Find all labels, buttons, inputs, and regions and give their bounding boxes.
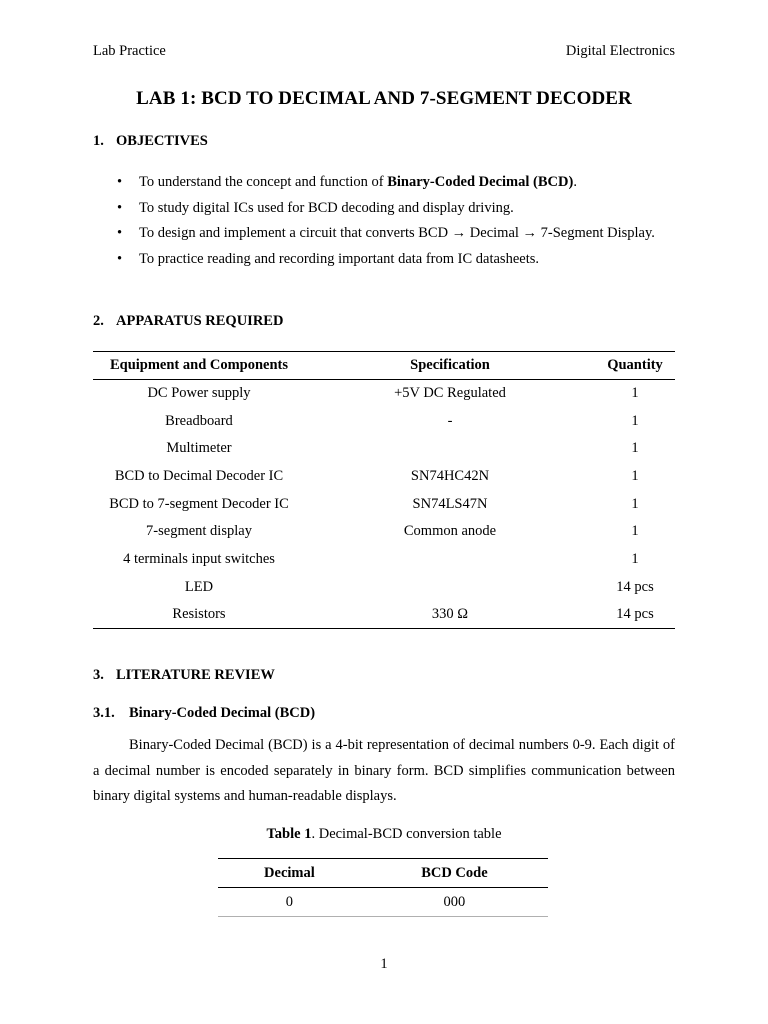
decimal-bcd-table (218, 858, 548, 917)
column-header: BCD Code (361, 859, 548, 888)
subsection-number: 3.1. (93, 705, 115, 721)
section-number: 2. (93, 313, 104, 329)
table-cell: SN74LS47N (412, 495, 488, 512)
table-cell: 1 (631, 440, 639, 457)
caption-text: . Decimal-BCD conversion table (311, 826, 502, 842)
table-cell: 000 (361, 888, 548, 917)
table-cell: DC Power supply (147, 385, 251, 402)
running-header (93, 43, 675, 63)
table-cell: 4 terminals input switches (123, 550, 275, 567)
table-header-row (218, 859, 548, 888)
table-cell: Resistors (93, 601, 305, 629)
table-cell: Common anode (403, 523, 497, 540)
table-cell: LED (184, 578, 214, 595)
table-cell: SN74HC42N (410, 467, 490, 484)
bcd-paragraph: Binary-Coded Decimal (BCD) is a 4-bit representation of decimal numbers 0-9. Each digit of a decimal number is encoded separately in binary form. BCD simplifies communication between binary digital systems and human-readable displays. (93, 737, 675, 804)
table-cell: 1 (631, 412, 639, 429)
page-number: 1 (380, 956, 388, 972)
table-cell: 1 (631, 550, 639, 567)
header-course-type: Lab Practice (93, 43, 166, 59)
objectives-list (93, 170, 675, 272)
table-cell: 0 (218, 888, 361, 917)
section-number: 1. (93, 133, 104, 149)
table-cell: 14 pcs (595, 601, 675, 629)
table-cell: +5V DC Regulated (394, 385, 506, 402)
table-cell: 330 Ω (305, 601, 595, 629)
document-page (93, 0, 675, 1024)
table-cell: 1 (631, 523, 639, 540)
bullet-icon: • (117, 250, 123, 267)
table-cell (305, 546, 595, 574)
table-cell: 1 (631, 385, 639, 402)
list-item: • To understand the concept and function of Binary-Coded Decimal (BCD). (93, 170, 675, 196)
table-row (93, 490, 675, 518)
bullet-icon: • (117, 174, 123, 190)
bold-term: Binary-Coded Decimal (BCD) (387, 174, 574, 190)
table-cell: Breadboard (165, 412, 233, 429)
table-row (93, 546, 675, 574)
table-caption (93, 826, 675, 843)
list-item: • To design and implement a circuit that converts BCD → Decimal → 7-Segment Display. (93, 221, 675, 247)
section-apparatus-heading (93, 313, 283, 330)
table-row (218, 888, 548, 917)
table-row (93, 518, 675, 546)
list-item: • To study digital ICs used for BCD decoding and display driving. (93, 196, 675, 222)
section-title: OBJECTIVES (116, 133, 208, 149)
list-item: • To practice reading and recording important data from IC datasheets. (93, 247, 675, 273)
table-cell: 1 (631, 467, 639, 484)
table-cell: 14 pcs (616, 578, 654, 595)
column-header: Decimal (218, 859, 361, 888)
section-number: 3. (93, 667, 104, 683)
header-subject: Digital Electronics (565, 43, 675, 59)
table-cell: - (447, 412, 453, 429)
table-row (93, 573, 675, 601)
table-cell (305, 573, 595, 601)
bullet-icon: • (117, 225, 123, 241)
table-cell: BCD to 7-segment Decoder IC (109, 495, 289, 512)
section-title: APPARATUS REQUIRED (116, 313, 284, 329)
table-row (93, 463, 675, 491)
table-row (93, 435, 675, 463)
column-header: Equipment and Components (93, 352, 305, 380)
subsection-title: Binary-Coded Decimal (BCD) (129, 705, 316, 721)
section-objectives-heading (93, 133, 208, 150)
column-header: Specification (305, 352, 595, 380)
section-literature-heading (93, 667, 275, 684)
table-header-row (93, 352, 675, 380)
section-title: LITERATURE REVIEW (116, 667, 275, 683)
table-row (93, 407, 675, 435)
caption-label: Table 1 (266, 826, 312, 842)
table-cell: 7-segment display (146, 523, 252, 540)
table-cell: 1 (631, 495, 639, 512)
apparatus-table (93, 351, 675, 629)
subsection-bcd-heading (93, 705, 315, 722)
table-cell (305, 435, 595, 463)
bullet-icon: • (117, 199, 123, 216)
column-header: Quantity (595, 352, 675, 380)
lab-title: LAB 1: BCD TO DECIMAL AND 7-SEGMENT DECODER (136, 88, 632, 109)
table-cell: Multimeter (166, 440, 232, 457)
table-row (93, 380, 675, 408)
table-cell: BCD to Decimal Decoder IC (114, 467, 284, 484)
table-row (93, 601, 675, 629)
